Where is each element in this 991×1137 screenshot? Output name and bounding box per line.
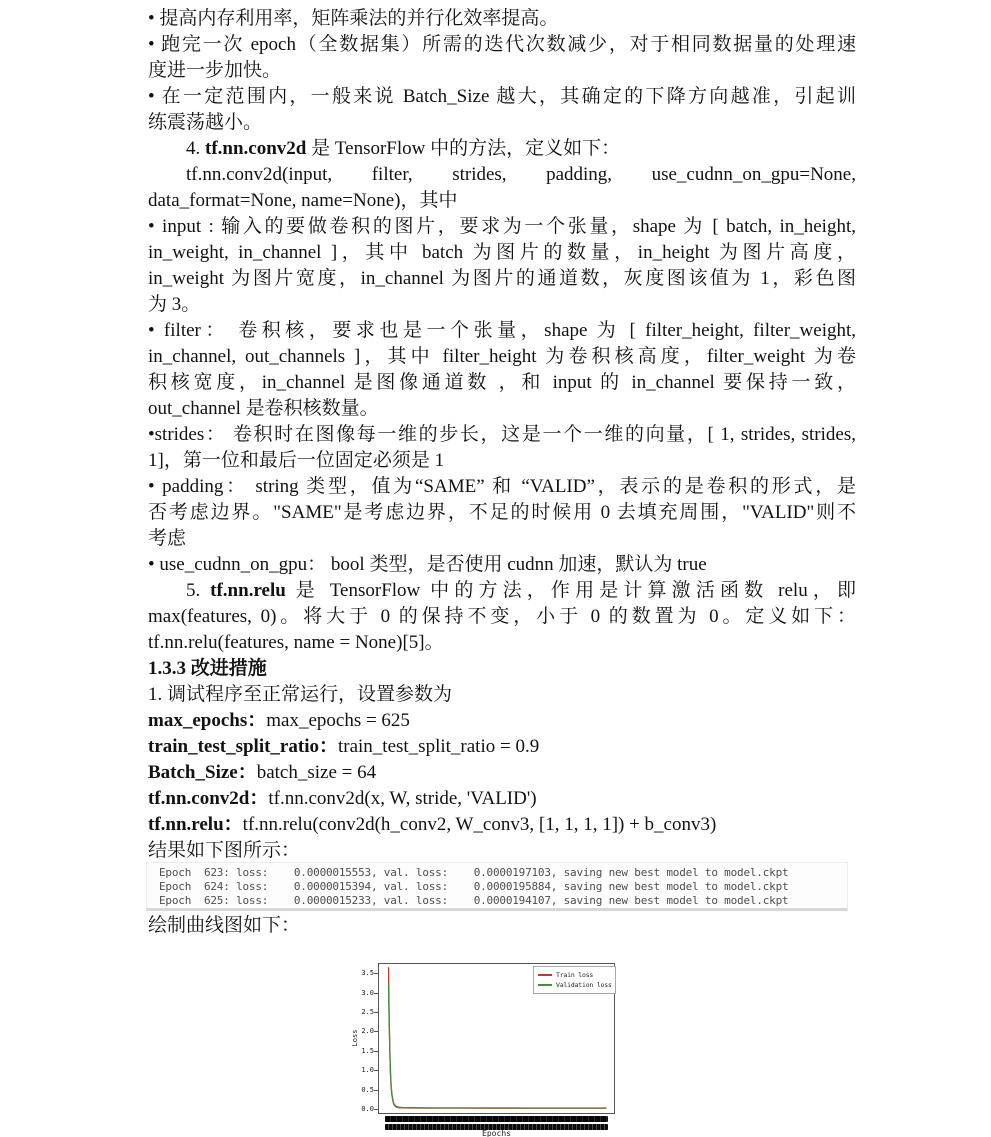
doc-line: [148, 6, 856, 32]
doc-text-segment: 练震荡越小。: [148, 112, 263, 133]
doc-text-segment: 1.3.3 改进措施: [148, 658, 267, 679]
y-axis-label-text: Loss: [351, 1029, 359, 1047]
doc-text-segment: tf.nn.relu(features, name = None)[5]。: [148, 632, 444, 653]
doc-text-segment: • padding： string 类型，值为“SAME” 和 “VALID”，表示的是卷积的形式，是: [148, 476, 856, 497]
doc-line: [148, 422, 856, 448]
doc-text-segment: 度进一步加快。: [148, 60, 282, 81]
legend-color-dash: [538, 974, 552, 976]
document-text: [148, 6, 856, 864]
x-axis-label: [378, 1129, 615, 1137]
doc-line: [148, 474, 856, 500]
doc-line: [148, 552, 856, 578]
doc-text-segment: 否考虑边界。"SAME"是考虑边界，不足的时候用 0 去填充周围，"VALID"则不: [148, 502, 856, 523]
doc-text-segment: 积核宽度，in_channel 是图像通道数 ，和 input 的 in_channel 要保持一致，: [148, 372, 856, 393]
doc-line: [148, 838, 856, 864]
doc-bold-text: tf.nn.relu: [210, 580, 286, 601]
y-tick-mark: [374, 1070, 378, 1071]
doc-line: [148, 604, 856, 630]
doc-line: [148, 396, 856, 422]
x-tick-band: [385, 1116, 608, 1122]
x-axis-label-text: Epochs: [482, 1129, 511, 1137]
doc-text-segment: • input : 输入的要做卷积的图片，要求为一个张量，shape 为 [ batch, in_height,: [148, 216, 856, 237]
doc-line: [148, 162, 856, 188]
doc-line: [148, 786, 856, 812]
doc-line: [148, 656, 856, 682]
y-axis-label: [351, 1018, 359, 1058]
doc-text-segment: • 在一定范围内，一般来说 Batch_Size 越大，其确定的下降方向越准，引起训: [148, 86, 856, 107]
doc-text-segment: 5.: [186, 580, 211, 601]
y-tick-mark: [374, 1109, 378, 1110]
loss-chart: [345, 952, 645, 1137]
doc-line: [148, 708, 856, 734]
doc-text-segment: • 跑完一次 epoch（全数据集）所需的迭代次数减少，对于相同数据量的处理速: [148, 34, 856, 55]
console-line: Epoch 625: loss: 0.0000015233, val. loss: 0.0000194107, saving new best model to model.ckpt: [159, 894, 789, 907]
doc-text-segment: in_weight, in_channel ]，其中 batch 为图片的数量，in_height 为图片高度，: [148, 242, 856, 263]
doc-line: [148, 318, 856, 344]
y-tick-label: 2.0: [361, 1027, 374, 1036]
validation-loss-line: [389, 985, 607, 1108]
doc-line: [148, 292, 856, 318]
y-tick-label: 1.0: [361, 1066, 374, 1075]
doc-line: [148, 344, 856, 370]
doc-text-segment: 考虑: [148, 528, 187, 549]
doc-bold-text: train_test_split_ratio：: [148, 736, 338, 757]
doc-line: [148, 760, 856, 786]
doc-line: [148, 214, 856, 240]
legend-label: Train loss: [556, 971, 594, 979]
doc-text-segment: 4.: [186, 138, 205, 159]
y-tick-label: 3.0: [361, 988, 374, 997]
doc-line: [148, 630, 856, 656]
console-line: Epoch 623: loss: 0.0000015553, val. loss: 0.0000197103, saving new best model to model.ckpt: [159, 866, 789, 879]
doc-text-segment: • 提高内存利用率，矩阵乘法的并行化效率提高。: [148, 8, 559, 29]
doc-line: [148, 240, 856, 266]
doc-line: [148, 682, 856, 708]
doc-text-segment: • filter： 卷积核，要求也是一个张量，shape 为 [ filter_height, filter_weight,: [148, 320, 856, 341]
doc-text-segment: in_weight 为图片宽度，in_channel 为图片的通道数，灰度图该值为 1，彩色图: [148, 268, 856, 289]
doc-text-segment: 为 3。: [148, 294, 201, 315]
legend-label: Validation loss: [556, 981, 612, 989]
console-line: Epoch 624: loss: 0.0000015394, val. loss: 0.0000195884, saving new best model to model.ckpt: [159, 880, 789, 893]
doc-line: [148, 370, 856, 396]
legend-color-dash: [538, 984, 552, 986]
y-tick-label: 3.5: [361, 969, 374, 978]
doc-line: [148, 578, 856, 604]
y-tick-mark: [374, 1051, 378, 1052]
doc-bold-text: max_epochs：: [148, 710, 267, 731]
doc-text-segment: 是 TensorFlow 中的方法，作用是计算激活函数 relu，即: [285, 580, 857, 601]
doc-text-segment: tf.nn.conv2d(x, W, stride, 'VALID'): [268, 788, 537, 809]
y-tick-mark: [374, 1031, 378, 1032]
doc-text-segment: max_epochs = 625: [266, 710, 410, 731]
y-tick-mark: [374, 1012, 378, 1013]
y-tick-label: 0.5: [361, 1085, 374, 1094]
doc-bold-text: tf.nn.relu：: [148, 814, 243, 835]
doc-line: [148, 136, 856, 162]
y-tick-label: 0.0: [361, 1104, 374, 1113]
chart-legend: [533, 966, 616, 994]
y-tick-label: 2.5: [361, 1007, 374, 1016]
y-tick-mark: [374, 1090, 378, 1091]
y-tick-mark: [374, 993, 378, 994]
doc-line: [148, 32, 856, 58]
doc-line: [148, 58, 856, 84]
doc-text-segment: • use_cudnn_on_gpu： bool 类型，是否使用 cudnn 加速，默认为 true: [148, 554, 707, 575]
doc-text-segment: in_channel, out_channels ]，其中 filter_height 为卷积核高度，filter_weight 为卷: [148, 346, 856, 367]
doc-line: [148, 812, 856, 838]
doc-text-segment: batch_size = 64: [256, 762, 377, 783]
doc-line: [148, 734, 856, 760]
doc-line: [148, 266, 856, 292]
y-tick-mark: [374, 973, 378, 974]
doc-bold-text: tf.nn.conv2d: [205, 138, 307, 159]
doc-text-segment: 结果如下图所示：: [148, 840, 301, 861]
doc-text-segment: •strides： 卷积时在图像每一维的步长，这是一个一维的向量，[ 1, strides, strides,: [148, 424, 856, 445]
doc-text-segment: data_format=None, name=None)，其中: [148, 190, 458, 211]
doc-text-segment: max(features, 0)。将大于 0 的保持不变，小于 0 的数置为 0。定义如下：: [148, 606, 856, 627]
doc-text-segment: tf.nn.relu(conv2d(h_conv2, W_conv3, [1, 1, 1, 1]) + b_conv3): [242, 814, 717, 835]
plot-caption: 绘制曲线图如下：: [148, 915, 301, 936]
doc-text-segment: tf.nn.conv2d(input, filter, strides, padding, use_cudnn_on_gpu=None,: [186, 164, 856, 185]
doc-line: [148, 500, 856, 526]
y-tick-label: 1.5: [361, 1046, 374, 1055]
doc-line: [148, 188, 856, 214]
doc-bold-text: tf.nn.conv2d：: [148, 788, 269, 809]
doc-bold-text: Batch_Size：: [148, 762, 257, 783]
doc-line: [148, 448, 856, 474]
doc-line: [148, 84, 856, 110]
doc-text-segment: 1. 调试程序至正常运行，设置参数为: [148, 684, 453, 705]
doc-line: [148, 526, 856, 552]
doc-text-segment: 是 TensorFlow 中的方法，定义如下：: [306, 138, 621, 159]
doc-text-segment: 1]，第一位和最后一位固定必须是 1: [148, 450, 445, 471]
doc-text-segment: out_channel 是卷积核数量。: [148, 398, 379, 419]
console-output: [146, 862, 848, 911]
legend-item-train: [538, 970, 611, 980]
legend-item-validation: [538, 980, 611, 990]
doc-text-segment: train_test_split_ratio = 0.9: [337, 736, 540, 757]
doc-line: [148, 110, 856, 136]
